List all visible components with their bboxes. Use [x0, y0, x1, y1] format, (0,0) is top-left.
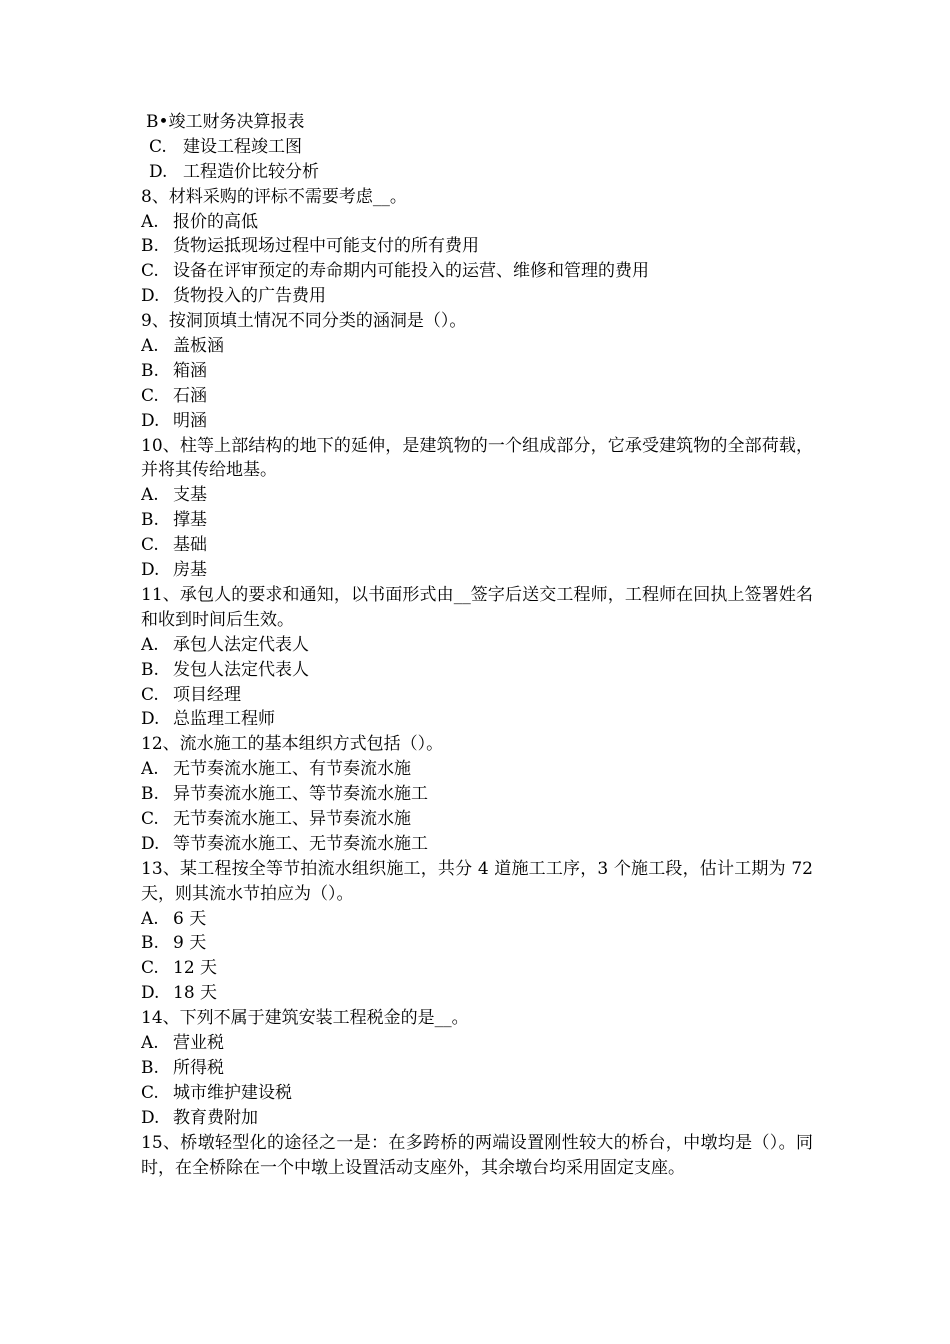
- option-letter: D.: [141, 1107, 160, 1128]
- option-text: 设备在评审预定的寿命期内可能投入的运营、维修和管理的费用: [173, 261, 649, 282]
- question-stem-10: 10、柱等上部结构的地下的延伸，是建筑物的一个组成部分，它承受建筑物的全部荷载，并将其传给地基。: [141, 435, 813, 481]
- option-text: 等节奏流水施工、无节奏流水施工: [173, 833, 428, 854]
- option-letter: C.: [141, 535, 159, 556]
- option-letter: A.: [141, 908, 159, 929]
- option-letter: C.: [141, 261, 159, 282]
- option-letter: A.: [141, 336, 159, 357]
- option-letter: C.: [141, 385, 159, 406]
- option-text: 竣工财务决算报表: [168, 112, 305, 132]
- option-letter: B.: [141, 236, 159, 257]
- question-8-option-a: [141, 210, 813, 235]
- option-letter: D.: [141, 983, 160, 1004]
- option-text: 货物运抵现场过程中可能支付的所有费用: [173, 236, 479, 257]
- question-10-option-b: [141, 508, 813, 533]
- option-letter: D.: [141, 560, 160, 581]
- question-12-option-a: [141, 757, 813, 782]
- option-text: 房基: [173, 560, 207, 581]
- question-14-option-d: [141, 1106, 813, 1131]
- option-text: 总监理工程师: [173, 709, 275, 730]
- option-letter: B.: [141, 933, 159, 954]
- option-text: 明涵: [173, 410, 207, 431]
- option-letter: B.: [141, 510, 159, 531]
- lead-option-b: [141, 110, 813, 135]
- option-text: 城市维护建设税: [173, 1082, 292, 1103]
- lead-option-c: [141, 135, 813, 160]
- option-text: 发包人法定代表人: [173, 659, 309, 680]
- question-13-option-b: [141, 931, 813, 956]
- question-stem-8: 8、材料采购的评标不需要考虑__。: [141, 186, 407, 207]
- question-13-option-d: [141, 981, 813, 1006]
- option-text: 石涵: [173, 385, 207, 406]
- question-12-option-c: [141, 807, 813, 832]
- option-text: 箱涵: [173, 360, 207, 381]
- option-text: 18 天: [173, 983, 218, 1004]
- option-text: 6 天: [173, 908, 207, 929]
- option-letter: C.: [141, 958, 159, 979]
- option-text: 教育费附加: [173, 1107, 258, 1128]
- question-stem-9: 9、按洞顶填土情况不同分类的涵洞是（）。: [141, 311, 467, 332]
- option-text: 无节奏流水施工、有节奏流水施: [173, 759, 411, 780]
- question-stem-13: 13、某工程按全等节拍流水组织施工，共分 4 道施工工序，3 个施工段，估计工期为 72 天，则其流水节拍应为（）。: [141, 858, 813, 904]
- option-letter: C.: [141, 809, 159, 829]
- option-text: 无节奏流水施工、异节奏流水施: [173, 809, 411, 829]
- question-9-option-a: [141, 334, 813, 359]
- question-14-option-a: [141, 1031, 813, 1056]
- question-9-option-d: [141, 409, 813, 434]
- option-letter: A.: [141, 485, 159, 506]
- option-letter: A.: [141, 211, 159, 232]
- option-text: 营业税: [173, 1033, 224, 1054]
- question-11-option-c: [141, 683, 813, 708]
- question-12-option-d: [141, 832, 813, 857]
- option-letter: D.: [141, 410, 160, 431]
- option-text: 12 天: [173, 958, 218, 979]
- option-text: 9 天: [173, 933, 207, 954]
- option-letter: B.: [141, 1057, 159, 1078]
- question-11-option-d: [141, 707, 813, 732]
- question-10-option-d: [141, 558, 813, 583]
- option-letter: B.: [141, 659, 159, 680]
- question-8-option-c: [141, 259, 813, 284]
- option-text: 异节奏流水施工、等节奏流水施工: [173, 784, 428, 805]
- question-10-option-a: [141, 483, 813, 508]
- option-letter: C.: [141, 1082, 159, 1103]
- option-text: 撑基: [173, 510, 207, 531]
- question-11-option-a: [141, 633, 813, 658]
- option-letter: D.: [141, 709, 160, 730]
- question-stem-11: 11、承包人的要求和通知，以书面形式由__签字后送交工程师，工程师在回执上签署姓名和收到时间后生效。: [141, 584, 813, 630]
- question-13-option-c: [141, 956, 813, 981]
- option-letter: A.: [141, 1033, 159, 1054]
- option-text: 报价的高低: [173, 211, 258, 232]
- option-letter: B.: [141, 360, 159, 381]
- question-stem-14: 14、下列不属于建筑安装工程税金的是__。: [141, 1008, 469, 1029]
- question-9-option-c: [141, 384, 813, 409]
- option-letter: A.: [141, 634, 159, 655]
- option-letter: B.: [141, 784, 159, 805]
- option-letter: B•: [146, 112, 169, 132]
- option-text: 盖板涵: [173, 336, 224, 357]
- option-text: 项目经理: [173, 684, 241, 705]
- option-letter: C.: [141, 684, 159, 705]
- question-stem-15: 15、桥墩轻型化的途径之一是：在多跨桥的两端设置刚性较大的桥台，中墩均是（）。同时，在全桥除在一个中墩上设置活动支座外，其余墩台均采用固定支座。: [141, 1132, 813, 1178]
- option-text: 支基: [173, 485, 207, 506]
- question-9-option-b: [141, 359, 813, 384]
- option-text: 货物投入的广告费用: [173, 286, 326, 307]
- option-text: 工程造价比较分析: [183, 161, 319, 182]
- question-stem-12: 12、流水施工的基本组织方式包括（）。: [141, 734, 444, 755]
- question-8-option-d: [141, 284, 813, 309]
- lead-option-d: [141, 160, 813, 185]
- option-letter: A.: [141, 759, 159, 780]
- question-11-option-b: [141, 658, 813, 683]
- option-letter: D.: [141, 286, 160, 307]
- question-13-option-a: [141, 907, 813, 932]
- option-letter: D.: [141, 833, 160, 854]
- question-12-option-b: [141, 782, 813, 807]
- option-letter: C.: [149, 136, 167, 157]
- option-text: 基础: [173, 535, 207, 556]
- question-10-option-c: [141, 533, 813, 558]
- option-text: 承包人法定代表人: [173, 634, 309, 655]
- question-14-option-b: [141, 1056, 813, 1081]
- option-text: 建设工程竣工图: [183, 136, 302, 157]
- question-14-option-c: [141, 1081, 813, 1106]
- question-8-option-b: [141, 234, 813, 259]
- document-page: [141, 110, 813, 1180]
- option-letter: D.: [149, 161, 168, 182]
- option-text: 所得税: [173, 1057, 224, 1078]
